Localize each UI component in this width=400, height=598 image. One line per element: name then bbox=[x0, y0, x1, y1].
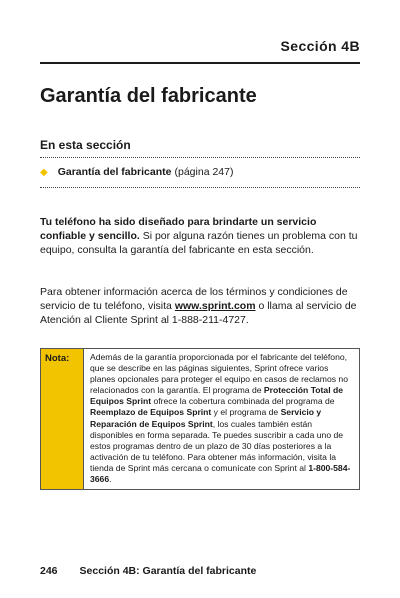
contact-text-b: o llama al servicio de Atención al Cliente Sprint al 1-888-211-4727. bbox=[40, 300, 357, 326]
intro-text: Si por alguna razón tienes un problema con tu equipo, consulta la garantía del fabricante en esta sección. bbox=[40, 230, 358, 256]
toc-item[interactable] bbox=[40, 166, 233, 178]
note-t5: . bbox=[109, 474, 112, 485]
toc-item-page: (página 247) bbox=[174, 166, 234, 178]
contact-paragraph bbox=[40, 285, 360, 327]
page-number: 246 bbox=[40, 565, 58, 577]
note-box bbox=[40, 348, 360, 490]
footer-title: Sección 4B: Garantía del fabricante bbox=[79, 565, 257, 577]
intro-bold: Tu teléfono ha sido diseñado para brindarte un servicio confiable y sencillo. bbox=[40, 216, 317, 242]
toc-item-title: Garantía del fabricante bbox=[57, 166, 172, 178]
note-t1: Además de la garantía proporcionada por el fabricante del teléfono, que se describe en las páginas siguientes, Sprint ofrece varios planes opcionales para proteger el equipo en casos de reclamos no relacionados con la garantía. El programa de bbox=[90, 352, 348, 396]
note-t3: y el programa de bbox=[211, 407, 281, 418]
toc-divider-bottom bbox=[40, 187, 360, 188]
top-rule bbox=[40, 62, 360, 64]
page-footer bbox=[40, 565, 256, 577]
note-b4: 1-800-584-3666 bbox=[90, 462, 351, 485]
note-b3: Servicio y Reparación de Equipos Sprint bbox=[90, 407, 322, 429]
note-t4: , los cuales también están disponibles en forma separada. Te puedes suscribir a cada uno de estos programas dentro de un plazo de 30 días posteriores a la activación de tu teléfono. Para obtener más información, visita la tienda de Sprint más cercana o comunícate con Sprint al bbox=[90, 418, 344, 473]
note-label: Nota: bbox=[41, 349, 84, 489]
toc-divider-top bbox=[40, 157, 360, 158]
note-b1: Protección Total de Equipos Sprint bbox=[90, 385, 343, 407]
contact-text-a: Para obtener información acerca de los términos y condiciones de servicio de tu teléfono, visita bbox=[40, 286, 348, 312]
note-t2: ofrece la cobertura combinada del programa de bbox=[151, 396, 335, 407]
chapter-title: Garantía del fabricante bbox=[40, 85, 257, 107]
section-label: Sección 4B bbox=[280, 38, 360, 54]
note-b2: Reemplazo de Equipos Sprint bbox=[90, 407, 212, 418]
intro-paragraph bbox=[40, 215, 360, 257]
diamond-bullet-icon: ◆ bbox=[40, 166, 48, 178]
sprint-website-link[interactable]: www.sprint.com bbox=[174, 300, 256, 312]
note-text bbox=[84, 349, 359, 489]
toc-heading: En esta sección bbox=[40, 138, 131, 152]
